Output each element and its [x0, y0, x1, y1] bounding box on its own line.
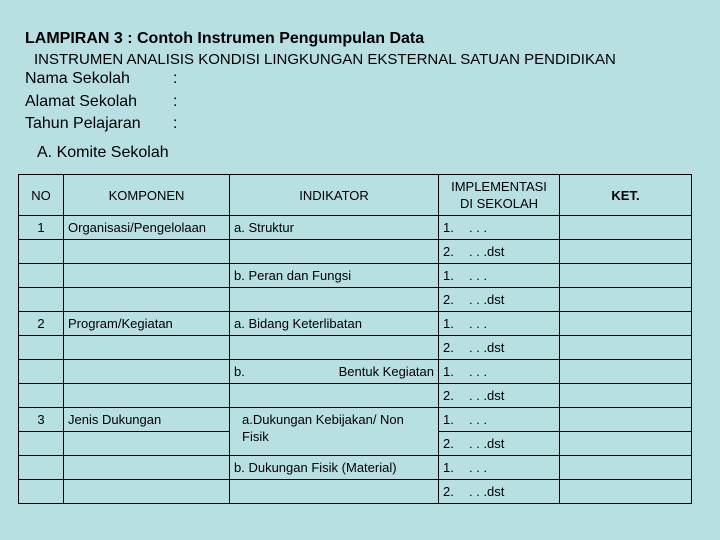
impl-number: 1.: [443, 412, 454, 427]
table-row: [19, 360, 692, 384]
cell-implementasi: [439, 288, 560, 312]
cell-komponen: [64, 480, 230, 504]
table-row: [19, 480, 692, 504]
cell-no: [19, 384, 64, 408]
cell-komponen: [64, 456, 230, 480]
instrument-table: [18, 174, 692, 504]
cell-indikator: [230, 240, 439, 264]
impl-value: . . .dst: [469, 436, 505, 451]
field-separator: :: [173, 93, 178, 110]
field-label: Alamat Sekolah: [25, 93, 138, 110]
cell-komponen: [64, 288, 230, 312]
header-indikator: INDIKATOR: [230, 175, 439, 216]
impl-number: 2.: [443, 388, 454, 403]
cell-ket: [560, 408, 692, 432]
cell-komponen: [64, 336, 230, 360]
cell-ket: [560, 384, 692, 408]
table-row: [19, 312, 692, 336]
cell-ket: [560, 288, 692, 312]
indikator-letter: b.: [234, 364, 245, 379]
table-row: [19, 408, 692, 432]
cell-ket: [560, 432, 692, 456]
field-label: Tahun Pelajaran: [25, 115, 141, 132]
impl-number: 2.: [443, 436, 454, 451]
impl-number: 2.: [443, 340, 454, 355]
cell-ket: [560, 456, 692, 480]
cell-komponen: [64, 264, 230, 288]
cell-indikator: a.Dukungan Kebijakan/ Non Fisik: [230, 408, 439, 456]
impl-value: . . .dst: [469, 244, 505, 259]
header-komponen: KOMPONEN: [64, 175, 230, 216]
field-nama-sekolah: [25, 70, 177, 88]
cell-indikator: [230, 288, 439, 312]
impl-value: . . .: [469, 364, 488, 379]
cell-implementasi: [439, 312, 560, 336]
cell-komponen: [64, 240, 230, 264]
field-alamat-sekolah: [25, 93, 177, 111]
table-header-row: [19, 175, 692, 216]
cell-implementasi: [439, 216, 560, 240]
cell-no: 3: [19, 408, 64, 432]
table-row: [19, 240, 692, 264]
cell-no: [19, 288, 64, 312]
impl-value: . . .: [469, 412, 488, 427]
cell-indikator: b. Peran dan Fungsi: [230, 264, 439, 288]
cell-indikator: b. Dukungan Fisik (Material): [230, 456, 439, 480]
page-title: LAMPIRAN 3 : Contoh Instrumen Pengumpulan Data: [25, 30, 425, 47]
field-label: Nama Sekolah: [25, 70, 130, 87]
cell-komponen: [64, 360, 230, 384]
cell-ket: [560, 216, 692, 240]
cell-ket: [560, 480, 692, 504]
impl-value: . . .dst: [469, 292, 505, 307]
table-row: [19, 264, 692, 288]
impl-number: 2.: [443, 484, 454, 499]
impl-value: . . .dst: [469, 340, 505, 355]
cell-implementasi: [439, 240, 560, 264]
cell-no: [19, 432, 64, 456]
header-implementasi: IMPLEMENTASI DI SEKOLAH: [439, 175, 560, 216]
cell-implementasi: [439, 336, 560, 360]
impl-number: 1.: [443, 220, 454, 235]
impl-value: . . .: [469, 460, 488, 475]
impl-value: . . .: [469, 220, 488, 235]
cell-no: [19, 456, 64, 480]
cell-indikator: a. Struktur: [230, 216, 439, 240]
impl-number: 1.: [443, 364, 454, 379]
impl-number: 1.: [443, 268, 454, 283]
table-row: [19, 384, 692, 408]
cell-ket: [560, 336, 692, 360]
cell-implementasi: [439, 360, 560, 384]
cell-no: 2: [19, 312, 64, 336]
cell-indikator: [230, 336, 439, 360]
header-no: NO: [19, 175, 64, 216]
cell-ket: [560, 264, 692, 288]
indikator-text: Bentuk Kegiatan: [338, 364, 434, 379]
cell-ket: [560, 360, 692, 384]
cell-no: [19, 336, 64, 360]
cell-indikator: a. Bidang Keterlibatan: [230, 312, 439, 336]
cell-no: [19, 480, 64, 504]
cell-ket: [560, 240, 692, 264]
cell-indikator: [230, 384, 439, 408]
impl-number: 2.: [443, 292, 454, 307]
table-row: [19, 336, 692, 360]
table-row: [19, 456, 692, 480]
field-separator: :: [173, 70, 178, 87]
impl-value: . . .: [469, 316, 488, 331]
cell-komponen: Organisasi/Pengelolaan: [64, 216, 230, 240]
cell-ket: [560, 312, 692, 336]
impl-value: . . .dst: [469, 388, 505, 403]
cell-no: [19, 240, 64, 264]
section-heading: A. Komite Sekolah: [37, 144, 169, 161]
cell-komponen: Program/Kegiatan: [64, 312, 230, 336]
cell-implementasi: [439, 456, 560, 480]
cell-no: 1: [19, 216, 64, 240]
cell-implementasi: [439, 384, 560, 408]
field-tahun-pelajaran: [25, 115, 177, 133]
page-subtitle: INSTRUMEN ANALISIS KONDISI LINGKUNGAN EKSTERNAL SATUAN PENDIDIKAN: [34, 51, 616, 68]
cell-implementasi: [439, 480, 560, 504]
field-separator: :: [173, 115, 178, 132]
cell-implementasi: [439, 432, 560, 456]
table-row: [19, 288, 692, 312]
cell-implementasi: [439, 264, 560, 288]
impl-number: 1.: [443, 460, 454, 475]
table-row: [19, 216, 692, 240]
impl-number: 2.: [443, 244, 454, 259]
header-ket: KET.: [560, 175, 692, 216]
impl-number: 1.: [443, 316, 454, 331]
cell-no: [19, 264, 64, 288]
cell-indikator: [230, 360, 439, 384]
cell-komponen: [64, 432, 230, 456]
cell-no: [19, 360, 64, 384]
impl-value: . . .: [469, 268, 488, 283]
impl-value: . . .dst: [469, 484, 505, 499]
cell-komponen: [64, 384, 230, 408]
cell-komponen: Jenis Dukungan: [64, 408, 230, 432]
cell-indikator: [230, 480, 439, 504]
cell-implementasi: [439, 408, 560, 432]
